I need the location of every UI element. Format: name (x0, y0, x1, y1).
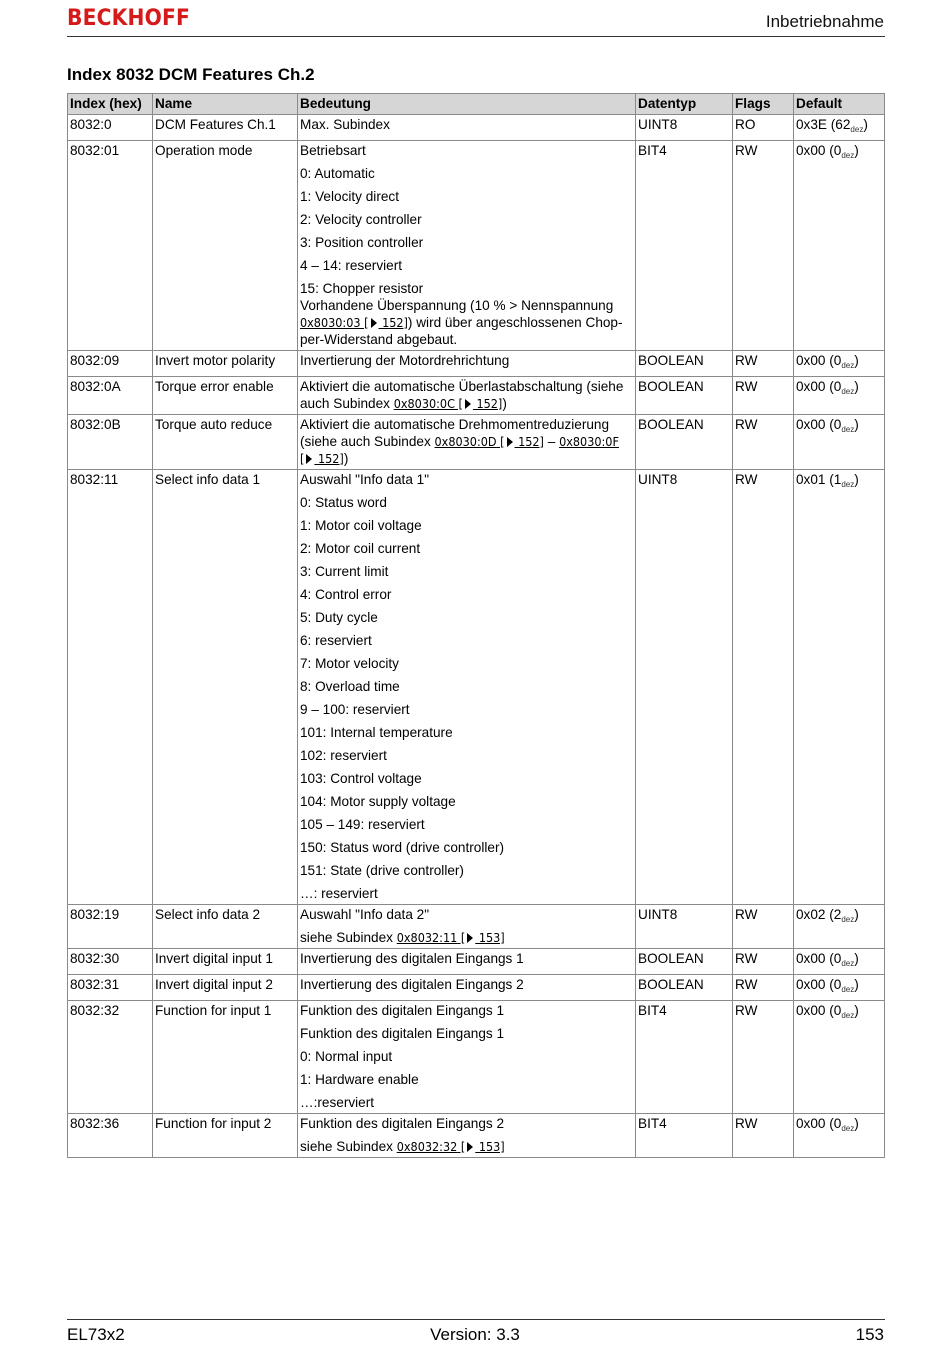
cell-datatype: BOOLEAN (636, 949, 733, 975)
cell-meaning (298, 949, 636, 975)
page-arrow-icon (467, 1142, 473, 1152)
default-base: dez (841, 151, 855, 160)
page-number: 153 (855, 1325, 884, 1344)
meaning-text: ) (502, 396, 507, 411)
cell-index: 8032:30 (68, 949, 153, 975)
xref-open[interactable]: [ (496, 434, 505, 449)
col-header-meaning: Bedeutung (298, 94, 636, 115)
xref-open[interactable]: [ (454, 396, 463, 411)
cell-index: 8032:36 (68, 1114, 153, 1158)
cell-default (794, 415, 885, 470)
meaning-line (300, 433, 633, 450)
default-value: 0x00 (0 (796, 353, 842, 368)
option-note: per-Widerstand abgebaut. (300, 332, 458, 347)
cell-meaning (298, 905, 636, 949)
default-value: 0x00 (0 (796, 951, 842, 966)
cell-datatype: BOOLEAN (636, 377, 733, 415)
meaning-line (300, 1138, 633, 1155)
cell-default (794, 1114, 885, 1158)
default-close: ) (854, 379, 859, 394)
document-version: Version: 3.3 (430, 1325, 520, 1344)
table-row (68, 1114, 885, 1158)
col-header-default: Default (794, 94, 885, 115)
default-close: ) (854, 907, 859, 922)
default-close: ) (854, 353, 859, 368)
option-line: 2: Velocity controller (300, 212, 422, 227)
default-value: 0x00 (0 (796, 379, 842, 394)
option-line: 15: Chopper resistor (300, 281, 424, 296)
xref-page[interactable]: 152] (378, 315, 408, 330)
cell-meaning (298, 1001, 636, 1114)
option-line: 1: Velocity direct (300, 189, 399, 204)
default-value: 0x00 (0 (796, 977, 842, 992)
cell-meaning (298, 115, 636, 141)
cell-index: 8032:0B (68, 415, 153, 470)
option-line: 103: Control voltage (300, 771, 422, 786)
meaning-line: Auswahl "Info data 2" (300, 907, 430, 922)
option-line: 104: Motor supply voltage (300, 794, 456, 809)
cell-default (794, 949, 885, 975)
cell-name: Select info data 1 (153, 470, 298, 905)
page-arrow-icon (507, 437, 513, 447)
option-line: 151: State (drive controller) (300, 863, 464, 878)
col-header-datatype: Datentyp (636, 94, 733, 115)
cell-name: Select info data 2 (153, 905, 298, 949)
meaning-line: Betriebsart (300, 143, 366, 158)
xref-page[interactable]: 153] (475, 930, 505, 945)
cell-flags: RW (733, 949, 794, 975)
cell-default (794, 1001, 885, 1114)
page-arrow-icon (467, 933, 473, 943)
cell-datatype: BOOLEAN (636, 351, 733, 377)
cell-index: 8032:0A (68, 377, 153, 415)
xref-page[interactable]: 153] (475, 1139, 505, 1154)
xref-open[interactable]: [ (360, 315, 369, 330)
cell-flags: RW (733, 470, 794, 905)
default-base: dez (841, 985, 855, 994)
table-row (68, 115, 885, 141)
footer-divider (67, 1319, 885, 1320)
cell-flags: RW (733, 351, 794, 377)
meaning-line: Funktion des digitalen Eingangs 1 (300, 1003, 505, 1018)
xref-page[interactable]: 152] (514, 434, 544, 449)
cell-name: Function for input 2 (153, 1114, 298, 1158)
table-header-row (68, 94, 885, 115)
table-row (68, 415, 885, 470)
cell-meaning (298, 1114, 636, 1158)
cell-datatype: BOOLEAN (636, 975, 733, 1001)
meaning-line: Aktiviert die automatische Drehmomentreduzierung (300, 417, 610, 432)
cell-meaning (298, 470, 636, 905)
meaning-text: ) (343, 451, 349, 466)
option-line: …: reserviert (300, 886, 378, 901)
xref-open[interactable]: [ (457, 930, 466, 945)
option-line: 150: Status word (drive controller) (300, 840, 504, 855)
note-text: Vorhandene Überspannung (10 % > Nennspannung (300, 298, 614, 313)
xref-link[interactable]: 0x8032:11 (396, 930, 458, 945)
col-header-name: Name (153, 94, 298, 115)
default-value: 0x3E (62 (796, 117, 851, 132)
meaning-line: Invertierung des digitalen Eingangs 1 (300, 951, 524, 966)
cell-flags: RO (733, 115, 794, 141)
cell-name: Torque error enable (153, 377, 298, 415)
meaning-line: Max. Subindex (300, 117, 390, 132)
cell-flags: RW (733, 975, 794, 1001)
meaning-line (300, 450, 633, 467)
table-row (68, 351, 885, 377)
default-base: dez (841, 1011, 855, 1020)
option-line: 2: Motor coil current (300, 541, 421, 556)
meaning-line: Aktiviert die automatische Überlastabschaltung (siehe (300, 379, 624, 394)
xref-link[interactable]: 0x8030:0D (434, 434, 497, 449)
option-line: 4 – 14: reserviert (300, 258, 402, 273)
cell-datatype: UINT8 (636, 905, 733, 949)
cell-default (794, 141, 885, 351)
xref-link[interactable]: 0x8032:32 (396, 1139, 458, 1154)
option-line: 105 – 149: reserviert (300, 817, 425, 832)
cell-datatype: BOOLEAN (636, 415, 733, 470)
table-row (68, 905, 885, 949)
xref-page[interactable]: 152] (314, 451, 344, 466)
default-base: dez (850, 125, 864, 134)
option-line: 1: Motor coil voltage (300, 518, 422, 533)
page-arrow-icon (306, 454, 312, 464)
default-base: dez (841, 480, 855, 489)
cell-name: Torque auto reduce (153, 415, 298, 470)
meaning-text: – (543, 434, 560, 449)
cell-index: 8032:09 (68, 351, 153, 377)
meaning-text: auch Subindex (300, 396, 394, 411)
chapter-title: Inbetriebnahme (765, 12, 884, 31)
cell-datatype: BIT4 (636, 1001, 733, 1114)
option-line: 7: Motor velocity (300, 656, 399, 671)
meaning-line: Auswahl "Info data 1" (300, 472, 430, 487)
cell-flags: RW (733, 415, 794, 470)
cell-meaning (298, 415, 636, 470)
default-value: 0x00 (0 (796, 1003, 842, 1018)
col-header-index: Index (hex) (68, 94, 153, 115)
default-base: dez (841, 959, 855, 968)
default-close: ) (854, 1003, 859, 1018)
cell-index: 8032:32 (68, 1001, 153, 1114)
default-base: dez (841, 361, 855, 370)
col-header-flags: Flags (733, 94, 794, 115)
cell-meaning (298, 975, 636, 1001)
option-line: Funktion des digitalen Eingangs 1 (300, 1026, 505, 1041)
meaning-line (300, 929, 633, 946)
option-line: …:reserviert (300, 1095, 375, 1110)
option-line: 8: Overload time (300, 679, 400, 694)
cell-index: 8032:0 (68, 115, 153, 141)
cell-default (794, 377, 885, 415)
table-row (68, 949, 885, 975)
header-divider (67, 36, 885, 37)
cell-flags: RW (733, 905, 794, 949)
meaning-line: Funktion des digitalen Eingangs 2 (300, 1116, 505, 1131)
option-line: 5: Duty cycle (300, 610, 378, 625)
default-value: 0x01 (1 (796, 472, 842, 487)
page-arrow-icon (371, 318, 377, 328)
default-close: ) (854, 1116, 859, 1131)
option-line: 0: Automatic (300, 166, 375, 181)
object-table (67, 93, 885, 1158)
meaning-line (300, 395, 633, 412)
cell-name: Operation mode (153, 141, 298, 351)
cell-default (794, 115, 885, 141)
default-close: ) (854, 143, 859, 158)
meaning-line: Invertierung der Motordrehrichtung (300, 353, 510, 368)
cell-meaning (298, 351, 636, 377)
xref-link[interactable]: 0x8030:0F (559, 434, 619, 449)
cell-flags: RW (733, 377, 794, 415)
table-row (68, 470, 885, 905)
default-close: ) (854, 977, 859, 992)
cell-index: 8032:31 (68, 975, 153, 1001)
cell-default (794, 975, 885, 1001)
default-close: ) (854, 951, 859, 966)
default-close: ) (863, 117, 868, 132)
cell-index: 8032:01 (68, 141, 153, 351)
cell-name: Invert motor polarity (153, 351, 298, 377)
meaning-text: siehe Subindex (300, 1139, 397, 1154)
default-value: 0x02 (2 (796, 907, 842, 922)
meaning-text: (siehe auch Subindex (300, 434, 435, 449)
cell-index: 8032:19 (68, 905, 153, 949)
table-row (68, 975, 885, 1001)
option-line: 6: reserviert (300, 633, 372, 648)
option-line: 3: Current limit (300, 564, 389, 579)
default-base: dez (841, 387, 855, 396)
option-line: 4: Control error (300, 587, 392, 602)
xref-link[interactable]: 0x8030:0C (393, 396, 455, 411)
default-base: dez (841, 425, 855, 434)
default-value: 0x00 (0 (796, 417, 842, 432)
cell-meaning (298, 377, 636, 415)
meaning-text: siehe Subindex (300, 930, 397, 945)
default-value: 0x00 (0 (796, 1116, 842, 1131)
page-arrow-icon (465, 399, 471, 409)
option-note (300, 297, 633, 331)
beckhoff-logo: BECKHOFF (67, 6, 191, 31)
cell-flags: RW (733, 1001, 794, 1114)
option-line: 102: reserviert (300, 748, 387, 763)
note-text: ) wird über angeschlossenen Chop- (407, 315, 623, 330)
default-close: ) (854, 472, 859, 487)
cell-default (794, 470, 885, 905)
table-row (68, 141, 885, 351)
xref-link[interactable]: 0x8030:03 (300, 315, 361, 330)
table-row (68, 1001, 885, 1114)
option-line: 3: Position controller (300, 235, 424, 250)
cell-name: DCM Features Ch.1 (153, 115, 298, 141)
cell-datatype: BIT4 (636, 1114, 733, 1158)
default-value: 0x00 (0 (796, 143, 842, 158)
option-line: 101: Internal temperature (300, 725, 453, 740)
cell-flags: RW (733, 141, 794, 351)
option-line: 9 – 100: reserviert (300, 702, 410, 717)
option-line: 1: Hardware enable (300, 1072, 419, 1087)
cell-default (794, 351, 885, 377)
table-row (68, 377, 885, 415)
cell-meaning (298, 141, 636, 351)
default-base: dez (841, 915, 855, 924)
cell-default (794, 905, 885, 949)
xref-open[interactable]: [ (300, 451, 305, 466)
option-line: 0: Status word (300, 495, 387, 510)
default-base: dez (841, 1124, 855, 1133)
xref-page[interactable]: 152] (472, 396, 503, 411)
cell-datatype: UINT8 (636, 115, 733, 141)
cell-name: Invert digital input 2 (153, 975, 298, 1001)
cell-name: Function for input 1 (153, 1001, 298, 1114)
cell-name: Invert digital input 1 (153, 949, 298, 975)
meaning-line: Invertierung des digitalen Eingangs 2 (300, 977, 524, 992)
cell-datatype: UINT8 (636, 470, 733, 905)
cell-index: 8032:11 (68, 470, 153, 905)
option-line: 0: Normal input (300, 1049, 393, 1064)
cell-datatype: BIT4 (636, 141, 733, 351)
cell-flags: RW (733, 1114, 794, 1158)
default-close: ) (854, 417, 859, 432)
product-name: EL73x2 (67, 1325, 125, 1344)
xref-open[interactable]: [ (457, 1139, 466, 1154)
page-title: Index 8032 DCM Features Ch.2 (67, 65, 315, 84)
